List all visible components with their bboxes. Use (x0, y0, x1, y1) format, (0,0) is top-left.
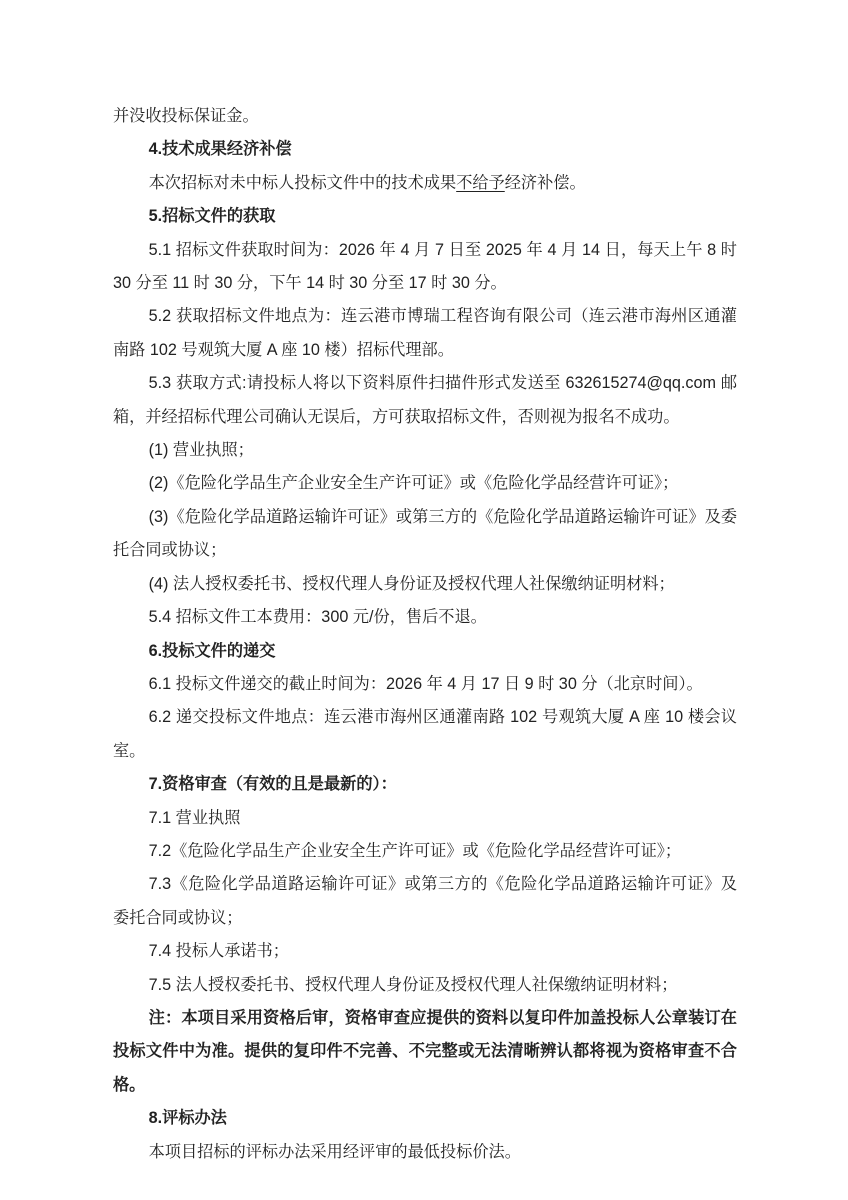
paragraph-5-4-document-fee: 5.4 招标文件工本费用：300 元/份，售后不退。 (148, 608, 487, 627)
paragraph-5-3-acquisition-method: 5.3 获取方式:请投标人将以下资料原件扫描件形式发送至 632615274@qq.com 邮箱，并经招标代理公司确认无误后，方可获取招标文件，否则视为报名不成功。 (113, 374, 737, 426)
text-segment: 本次招标对未中标人投标文件中的技术成果 (148, 173, 457, 192)
text-segment: 经济补偿。 (504, 173, 586, 192)
section-heading-7-qualification-review: 7.资格审查（有效的且是最新的）： (148, 775, 397, 794)
section-heading-5-document-acquisition: 5.招标文件的获取 (148, 207, 276, 226)
paragraph-7-2-production-permit: 7.2《危险化学品生产企业安全生产许可证》或《危险化学品经营许可证》； (148, 841, 682, 860)
paragraph-evaluation-method-body: 本项目招标的评标办法采用经评审的最低投标价法。 (148, 1142, 521, 1161)
underlined-text-not-granted: 不给予 (456, 173, 505, 192)
list-item-2-production-permit: (2)《危险化学品生产企业安全生产许可证》或《危险化学品经营许可证》； (148, 474, 679, 493)
paragraph-5-2-acquisition-location: 5.2 获取招标文件地点为：连云港市博瑞工程咨询有限公司（连云港市海州区通灌南路 102 号观筑大厦 A 座 10 楼）招标代理部。 (113, 307, 737, 359)
section-heading-4-tech-compensation: 4.技术成果经济补偿 (148, 140, 292, 159)
paragraph-continuation-forfeit-bid-bond: 并没收投标保证金。 (113, 107, 259, 125)
paragraph-6-1-deadline: 6.1 投标文件递交的截止时间为：2026 年 4 月 17 日 9 时 30 分（北京时间）。 (148, 674, 703, 693)
paragraph-7-3-transport-permit: 7.3《危险化学品道路运输许可证》或第三方的《危险化学品道路运输许可证》及委托合同或协议； (113, 875, 737, 927)
document-body (113, 100, 737, 1169)
paragraph-7-4-bidder-commitment: 7.4 投标人承诺书； (148, 942, 289, 961)
list-item-3-transport-permit: (3)《危险化学品道路运输许可证》或第三方的《危险化学品道路运输许可证》及委托合同或协议； (113, 507, 737, 560)
section-heading-8-evaluation-method: 8.评标办法 (148, 1109, 227, 1128)
paragraph-tech-compensation-body (113, 167, 737, 200)
paragraph-note-post-qualification: 注：本项目采用资格后审，资格审查应提供的资料以复印件加盖投标人公章装订在投标文件中为准。提供的复印件不完善、不完整或无法清晰辨认都将视为资格审查不合格。 (113, 1008, 737, 1094)
paragraph-7-5-authorization-documents: 7.5 法人授权委托书、授权代理人身份证及授权代理人社保缴纳证明材料； (148, 975, 678, 994)
paragraph-6-2-submission-location: 6.2 递交投标文件地点：连云港市海州区通灌南路 102 号观筑大厦 A 座 10 楼会议室。 (113, 708, 737, 760)
paragraph-5-1-acquisition-time: 5.1 招标文件获取时间为：2026 年 4 月 7 日至 2025 年 4 月 14 日，每天上午 8 时 30 分至 11 时 30 分，下午 14 时 30 分至 17 时 30 分。 (113, 240, 737, 293)
list-item-1-business-license: (1) 营业执照； (148, 441, 254, 460)
section-heading-6-bid-submission: 6.投标文件的递交 (148, 641, 276, 660)
list-item-4-authorization-documents: (4) 法人授权委托书、授权代理人身份证及授权代理人社保缴纳证明材料； (148, 574, 675, 593)
paragraph-7-1-business-license: 7.1 营业执照 (148, 808, 241, 827)
